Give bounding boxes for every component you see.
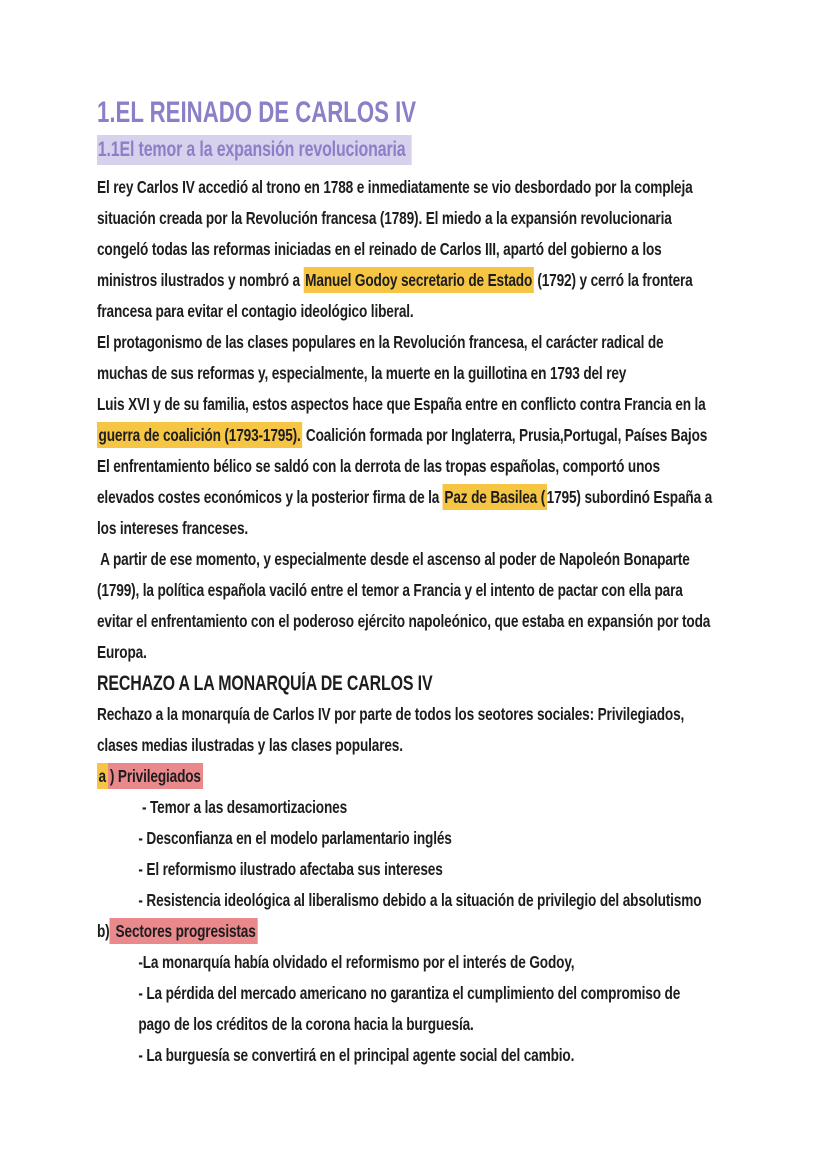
text-run: 1.EL REINADO DE CARLOS IV: [97, 96, 417, 129]
text-run: congeló todas las reformas iniciadas en el reinado de Carlos III, apartó del gobierno a los: [97, 239, 662, 259]
text-run: - La pérdida del mercado americano no garantiza el cumplimiento del compromiso de: [138, 983, 681, 1003]
highlighted-text: Paz de Basilea (: [443, 484, 547, 510]
text-run: Coalición formada por Inglaterra, Prusia,Portugal, Países Bajos: [302, 425, 708, 445]
list-item: [97, 823, 655, 854]
highlighted-text: 1.1El temor a la expansión revolucionaria: [97, 135, 412, 165]
list-item: [97, 947, 655, 978]
list-item: [97, 1040, 655, 1071]
text-run: El protagonismo de las clases populares en la Revolución francesa, el carácter radical de: [97, 332, 664, 352]
text-line: [97, 265, 693, 296]
list-item: [97, 978, 681, 1009]
text-line: [97, 296, 655, 327]
text-run: situación creada por la Revolución francesa (1789). El miedo a la expansión revolucionaria: [97, 208, 672, 228]
text-run: A partir de ese momento, y especialmente desde el ascenso al poder de Napoleón Bonaparte: [97, 549, 690, 569]
text-run: muchas de sus reformas y, especialmente, la muerte en la guillotina en 1793 del rey: [97, 363, 627, 383]
text-run: Rechazo a la monarquía de Carlos IV por parte de todos los seotores sociales: Privilegiados,: [97, 704, 685, 724]
text-line: [97, 916, 655, 947]
text-run: El enfrentamiento bélico se saldó con la derrota de las tropas españolas, comportó unos: [97, 456, 660, 476]
text-run: clases medias ilustradas y las clases populares.: [97, 735, 403, 755]
text-line: [97, 482, 713, 513]
text-run: b): [97, 921, 110, 941]
text-run: - Temor a las desamortizaciones: [138, 797, 348, 817]
text-run: elevados costes económicos y la posterior firma de la: [97, 487, 443, 507]
text-run: francesa para evitar el contagio ideológico liberal.: [97, 301, 414, 321]
text-run: Europa.: [97, 642, 147, 662]
text-line: [97, 172, 693, 203]
text-run: - Desconfianza en el modelo parlamentario inglés: [138, 828, 452, 848]
text-run: Luis XVI y de su familia, estos aspectos hace que España entre en conflicto contra Francia en la: [97, 394, 706, 414]
highlighted-text: a: [97, 763, 108, 789]
section-subtitle: [97, 135, 641, 165]
text-line: [97, 513, 655, 544]
text-run: evitar el enfrentamiento con el poderoso ejército napoleónico, que estaba en expansión por toda: [97, 611, 711, 631]
text-line: [97, 203, 672, 234]
highlighted-text: Sectores progresistas: [110, 918, 258, 944]
text-line: [97, 699, 685, 730]
text-line: [97, 389, 706, 420]
section-heading: [97, 668, 641, 699]
text-line: [97, 234, 662, 265]
text-run: 1795) subordinó España a: [546, 487, 713, 507]
list-item: [97, 1009, 655, 1040]
list-item: [97, 792, 655, 823]
text-line: [97, 544, 690, 575]
text-line: [97, 358, 655, 389]
text-run: los intereses franceses.: [97, 518, 249, 538]
text-line: [97, 606, 711, 637]
text-line: [97, 451, 660, 482]
text-line: [97, 327, 664, 358]
list-item: [97, 854, 655, 885]
text-run: - Resistencia ideológica al liberalismo debido a la situación de privilegio del absolutismo: [138, 890, 702, 910]
highlighted-text: guerra de coalición (1793-1795).: [97, 422, 302, 448]
text-run: -La monarquía había olvidado el reformismo por el interés de Godoy,: [138, 952, 575, 972]
highlighted-text: Manuel Godoy secretario de Estado: [304, 267, 534, 293]
text-run: - El reformismo ilustrado afectaba sus intereses: [138, 859, 443, 879]
text-run: pago de los créditos de la corona hacia la burguesía.: [138, 1014, 474, 1034]
text-run: ministros ilustrados y nombró a: [97, 270, 304, 290]
text-run: (1799), la política española vaciló entre el temor a Francia y el intento de pactar con ella para: [97, 580, 683, 600]
text-line: [97, 730, 655, 761]
text-line: [97, 637, 655, 668]
text-line: [97, 575, 683, 606]
text-run: El rey Carlos IV accedió al trono en 1788 e inmediatamente se vio desbordado por la compleja: [97, 177, 693, 197]
text-line: [97, 420, 708, 451]
text-run: (1792) y cerró la frontera: [533, 270, 693, 290]
page-title: [97, 92, 627, 134]
text-line: [97, 761, 655, 792]
text-run: - La burguesía se convertirá en el principal agente social del cambio.: [138, 1045, 575, 1065]
highlighted-text: ) Privilegiados: [108, 763, 204, 789]
list-item: [97, 885, 702, 916]
text-run: RECHAZO A LA MONARQUÍA DE CARLOS IV: [97, 672, 433, 695]
document-body: [97, 92, 813, 1071]
